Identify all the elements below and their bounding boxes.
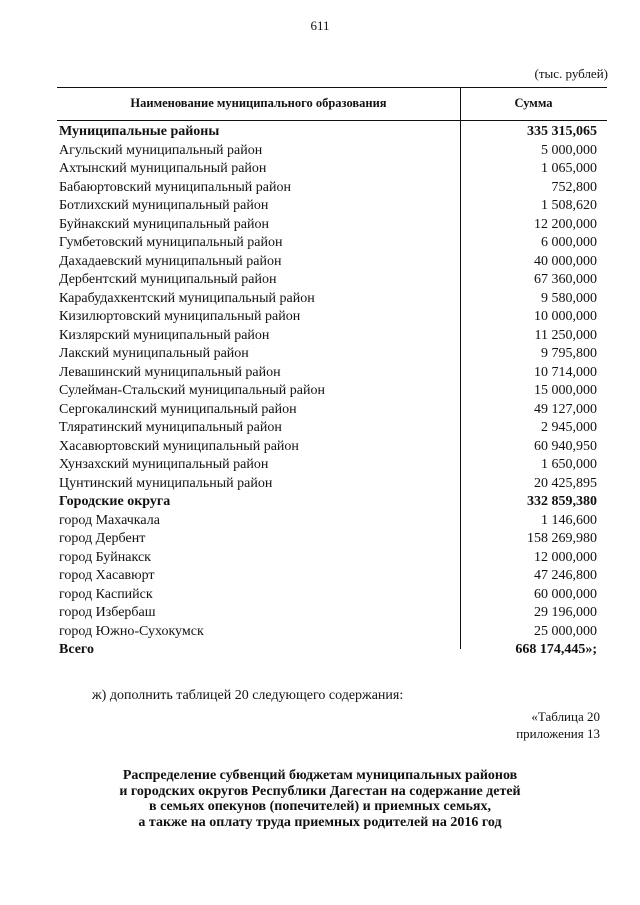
- row-name: Кизлярский муниципальный район: [59, 327, 270, 343]
- table-row: [57, 604, 607, 623]
- row-sum: 20 425,895: [534, 475, 597, 491]
- table-row: [57, 271, 607, 290]
- table-row: [57, 382, 607, 401]
- row-sum: 752,800: [551, 179, 597, 195]
- row-name: город Каспийск: [59, 586, 153, 602]
- row-sum: 1 650,000: [541, 457, 597, 472]
- title-line: Распределение субвенций бюджетам муниципальных районов: [122, 768, 518, 783]
- row-name: Муниципальные районы: [59, 124, 220, 139]
- units-note: (тыс. рублей): [534, 66, 608, 81]
- row-sum: 47 246,800: [534, 568, 597, 583]
- table-row: [57, 142, 607, 161]
- table-row: [57, 567, 607, 586]
- table-row: [57, 586, 607, 605]
- row-name: Агульский муниципальный район: [59, 142, 263, 158]
- title-line: в семьях опекунов (попечителей) и приемных семьях,: [149, 799, 491, 814]
- row-name: город Махачкала: [59, 512, 160, 528]
- table-row: [57, 530, 607, 549]
- row-name: Сулейман-Стальский муниципальный район: [59, 383, 325, 398]
- table-row-total: [57, 493, 607, 512]
- row-name: Городские округа: [59, 494, 171, 509]
- section-title: [0, 768, 640, 830]
- row-sum: 9 580,000: [541, 290, 597, 306]
- row-sum: 6 000,000: [541, 235, 597, 250]
- table-row: [57, 419, 607, 438]
- row-sum: 2 945,000: [541, 420, 597, 435]
- row-name: город Буйнакск: [59, 549, 151, 565]
- table-row: [57, 438, 607, 457]
- row-name: Ахтынский муниципальный район: [59, 161, 267, 176]
- row-name: Бабаюртовский муниципальный район: [59, 179, 291, 195]
- table-body: [57, 123, 607, 660]
- table-row: [57, 512, 607, 531]
- row-name: Кизилюртовский муниципальный район: [59, 309, 301, 324]
- table-row: [57, 456, 607, 475]
- row-sum: 11 250,000: [534, 327, 597, 343]
- budget-table: [57, 87, 607, 657]
- table-row: [57, 345, 607, 364]
- row-name: Буйнакский муниципальный район: [59, 216, 269, 232]
- row-name: город Дербент: [59, 531, 146, 546]
- table-header: [57, 87, 607, 121]
- table-row: [57, 234, 607, 253]
- table-row: [57, 327, 607, 346]
- row-sum: 25 000,000: [534, 623, 597, 639]
- row-name: город Южно-Сухокумск: [59, 623, 204, 639]
- title-line: а также на оплату труда приемных родителей на 2016 год: [138, 814, 502, 830]
- row-name: Хасавюртовский муниципальный район: [59, 438, 299, 454]
- table-row-total: [57, 641, 607, 660]
- row-name: Дахадаевский муниципальный район: [59, 253, 282, 269]
- row-name: Левашинский муниципальный район: [59, 364, 281, 380]
- row-sum: 335 315,065: [527, 124, 597, 139]
- table-ref-line1: «Таблица 20: [531, 709, 600, 724]
- row-sum: 15 000,000: [534, 383, 597, 398]
- table-row: [57, 401, 607, 420]
- row-sum: 9 795,800: [541, 346, 597, 361]
- row-sum: 1 508,620: [541, 198, 597, 213]
- row-name: Лакский муниципальный район: [59, 346, 249, 361]
- row-name: Цунтинский муниципальный район: [59, 475, 273, 491]
- row-sum: 10 714,000: [534, 364, 597, 380]
- amendment-text: ж) дополнить таблицей 20 следующего содержания:: [92, 688, 404, 703]
- table-row-total: [57, 123, 607, 142]
- table-row: [57, 364, 607, 383]
- row-sum: 1 065,000: [541, 161, 597, 176]
- table-row: [57, 308, 607, 327]
- table-row: [57, 179, 607, 198]
- row-sum: 158 269,980: [527, 531, 597, 546]
- row-sum: 67 360,000: [534, 272, 597, 287]
- table-row: [57, 253, 607, 272]
- row-name: город Избербаш: [59, 605, 156, 620]
- row-sum: 60 940,950: [534, 438, 597, 454]
- table-row: [57, 197, 607, 216]
- row-name: Гумбетовский муниципальный район: [59, 235, 283, 250]
- row-sum: 29 196,000: [534, 605, 597, 620]
- row-sum: 668 174,445»;: [515, 642, 597, 657]
- table-row: [57, 216, 607, 235]
- row-sum: 12 200,000: [534, 216, 597, 232]
- row-name: Дербентский муниципальный район: [59, 272, 277, 287]
- table-row: [57, 549, 607, 568]
- row-name: Ботлихский муниципальный район: [59, 198, 269, 213]
- header-name: Наименование муниципального образования: [130, 96, 387, 110]
- table-reference: [516, 708, 600, 742]
- row-name: город Хасавюрт: [59, 568, 155, 583]
- row-sum: 10 000,000: [534, 309, 597, 324]
- row-sum: 1 146,600: [541, 512, 597, 528]
- table-row: [57, 160, 607, 179]
- row-name: Тляратинский муниципальный район: [59, 420, 282, 435]
- row-sum: 12 000,000: [534, 549, 597, 565]
- page-number: 611: [310, 18, 330, 33]
- title-line: и городских округов Республики Дагестан на содержание детей: [119, 783, 521, 799]
- row-name: Карабудахкентский муниципальный район: [59, 290, 315, 306]
- table-row: [57, 623, 607, 642]
- row-name: Хунзахский муниципальный район: [59, 457, 269, 472]
- row-sum: 5 000,000: [541, 142, 597, 158]
- table-row: [57, 290, 607, 309]
- table-ref-line2: приложения 13: [516, 726, 600, 741]
- column-divider: [460, 87, 461, 119]
- row-sum: 40 000,000: [534, 253, 597, 269]
- table-row: [57, 475, 607, 494]
- row-name: Всего: [59, 642, 94, 657]
- row-sum: 60 000,000: [534, 586, 597, 602]
- row-sum: 49 127,000: [534, 401, 597, 417]
- row-sum: 332 859,380: [527, 494, 597, 509]
- row-name: Сергокалинский муниципальный район: [59, 401, 297, 417]
- header-sum: Сумма: [514, 96, 553, 110]
